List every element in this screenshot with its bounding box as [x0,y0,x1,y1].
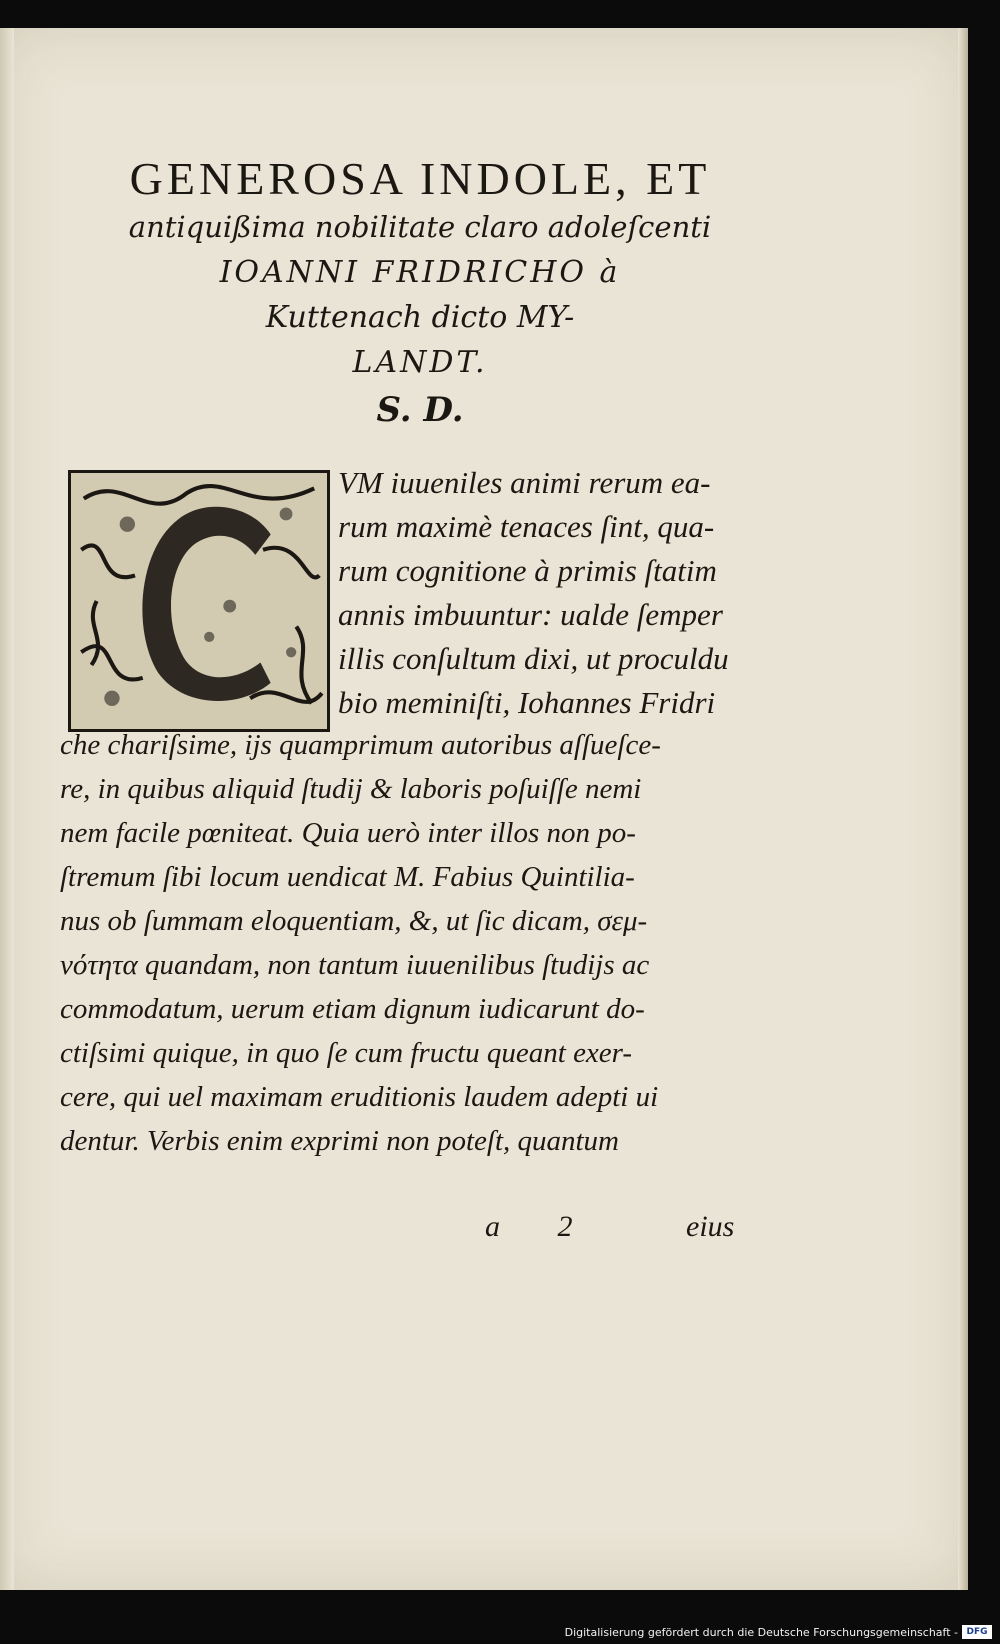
heading-line-2: antiquißima nobilitate claro adoleſcenti [128,210,712,244]
text-line-15: cere, qui uel maximam eruditionis laudem adepti ui [60,1081,659,1113]
text-line-16: dentur. Verbis enim exprimi non poteſt, quantum [60,1125,620,1157]
text-line-10: ſtremum ſibi locum uendicat M. Fabius Quintilia- [60,861,635,893]
decorated-initial-c-image [68,470,330,732]
text-line-11: nus ob ſummam eloquentiam, &, ut ſic dicam, σεμ- [60,905,648,937]
heading-line-5: LANDT. [352,345,488,380]
text-line-13: commodatum, uerum etiam dignum iudicarunt do- [60,993,645,1025]
text-line-8: re, in quibus aliquid ſtudij & laboris poſuiſſe nemi [60,773,642,805]
signature-mark: a 2 [485,1210,573,1243]
page-edge [0,28,14,1590]
text-line-1: VM iuueniles animi rerum ea- [338,465,711,500]
text-line-9: nem facile pœniteat. Quia uerò inter illos non po- [60,817,636,849]
digitization-credit: Digitalisierung gefördert durch die Deutsche Forschungsgemeinschaft - [564,1626,958,1639]
heading-line-1: GENEROSA INDOLE, ET [129,153,711,204]
text-line-4: annis imbuuntur: ualde ſemper [338,597,723,632]
text-line-7: che chariſsime, ijs quamprimum autoribus aſſueſce- [60,729,661,761]
salutation: S. D. [376,390,464,430]
text-line-2: rum maximè tenaces ſint, qua- [338,509,715,544]
text-line-5: illis conſultum dixi, ut proculdu [338,641,729,676]
page-gutter-shadow [958,28,968,1590]
text-line-3: rum cognitione à primis ſtatim [338,553,717,588]
catchword: eius [686,1210,735,1243]
text-line-14: ctiſsimi quique, in quo ſe cum fructu queant exer- [60,1037,633,1069]
heading-line-3: IOANNI FRIDRICHO à [219,255,621,290]
heading-line-4: Kuttenach dicto MY- [265,300,575,335]
text-line-6: bio meminiſti, Iohannes Fridri [338,685,716,720]
text-line-12: νότητα quandam, non tantum iuuenilibus ſtudijs ac [60,949,650,981]
dfg-logo: DFG [962,1625,992,1639]
